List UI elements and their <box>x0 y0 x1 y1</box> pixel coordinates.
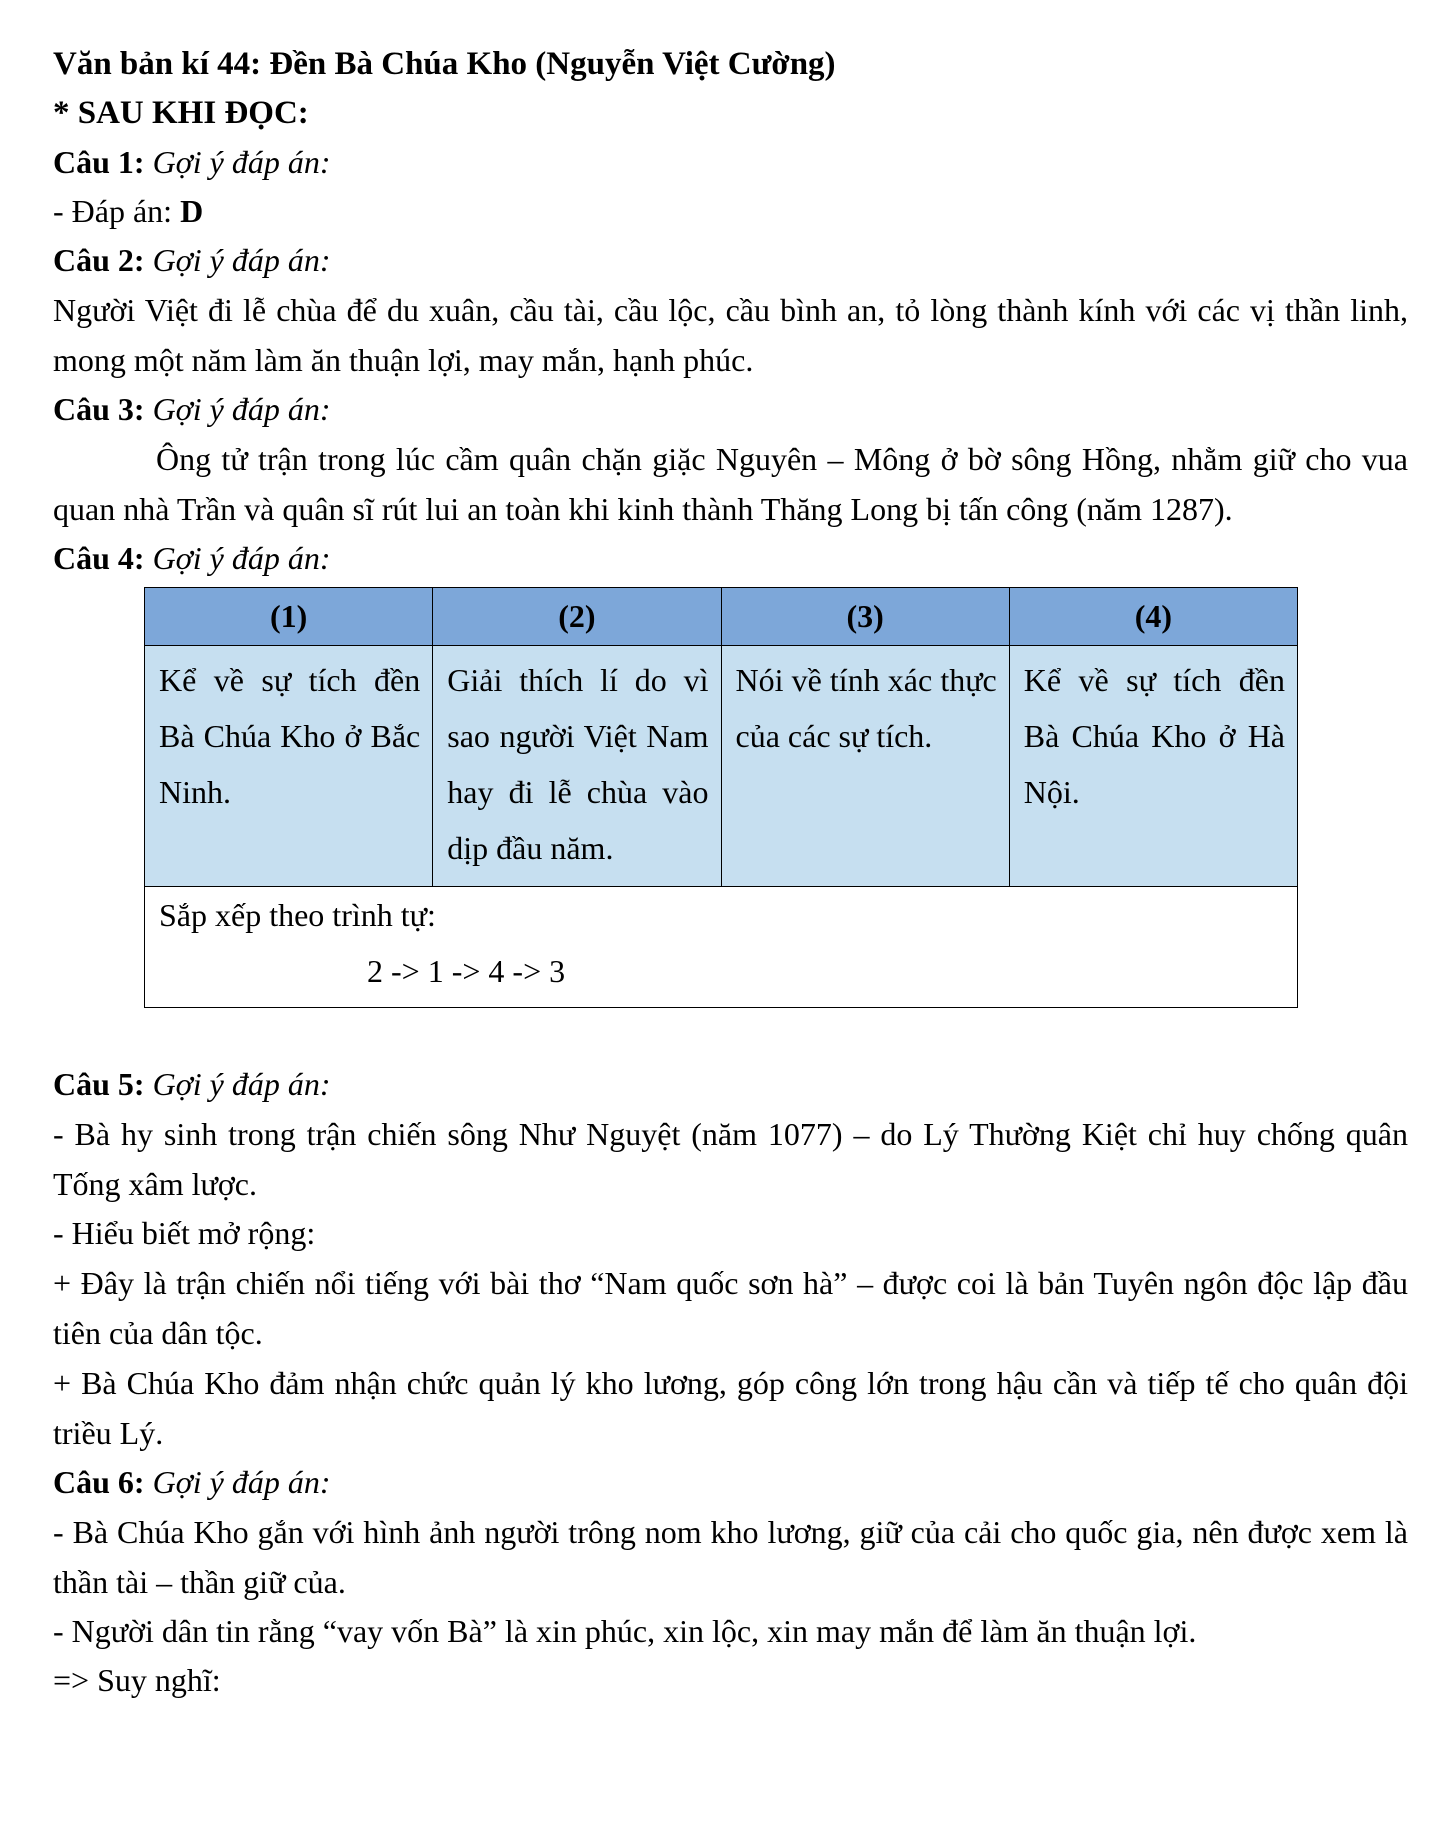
question-5-line-2: - Hiểu biết mở rộng: <box>53 1215 316 1251</box>
answer-prefix: - Đáp án: <box>53 193 181 229</box>
order-cell <box>145 887 1298 1008</box>
question-2-answer: Người Việt đi lễ chùa để du xuân, cầu tài, cầu lộc, cầu bình an, tỏ lòng thành kính với các vị thần linh, mong một năm làm ăn thuận lợi, may mắn, hạnh phúc. <box>53 292 1408 378</box>
question-5-line-1: - Bà hy sinh trong trận chiến sông Như Nguyệt (năm 1077) – do Lý Thường Kiệt chỉ huy chống quân Tống xâm lược. <box>53 1116 1408 1202</box>
question-label: Câu 3: <box>53 391 145 427</box>
question-6-heading <box>53 1458 1408 1507</box>
question-label: Câu 1: <box>53 144 145 180</box>
hint-label: Gợi ý đáp án: <box>152 1464 331 1500</box>
question-1-heading <box>53 138 1408 187</box>
question-label: Câu 5: <box>53 1066 145 1102</box>
question-5-line-4: + Bà Chúa Kho đảm nhận chức quản lý kho lương, góp công lớn trong hậu cần và tiếp tế cho quân đội triều Lý. <box>53 1365 1408 1451</box>
hint-label: Gợi ý đáp án: <box>152 540 331 576</box>
question-label: Câu 2: <box>53 242 145 278</box>
table-header-1: (1) <box>145 588 433 646</box>
question-label: Câu 6: <box>53 1464 145 1500</box>
document-page <box>53 40 1408 1705</box>
question-3-heading <box>53 385 1408 434</box>
answer-table <box>144 587 1298 1008</box>
question-1-answer <box>53 187 1408 236</box>
hint-label: Gợi ý đáp án: <box>152 1066 331 1102</box>
question-5-heading <box>53 1060 1408 1109</box>
question-6-line-2: - Người dân tin rằng “vay vốn Bà” là xin phúc, xin lộc, xin may mắn để làm ăn thuận lợi. <box>53 1613 1197 1649</box>
question-2-heading <box>53 236 1408 285</box>
table-header-3: (3) <box>721 588 1009 646</box>
order-sequence: 2 -> 1 -> 4 -> 3 <box>367 953 566 989</box>
table-row <box>145 646 1298 887</box>
order-label: Sắp xếp theo trình tự: <box>159 897 436 933</box>
table-header-2: (2) <box>433 588 721 646</box>
answer-value: D <box>180 193 204 229</box>
question-6-line-3: => Suy nghĩ: <box>53 1662 221 1698</box>
question-6-line-1: - Bà Chúa Kho gắn với hình ảnh người trông nom kho lương, giữ của cải cho quốc gia, nên được xem là thần tài – thần giữ của. <box>53 1514 1408 1600</box>
document-title: Văn bản kí 44: Đền Bà Chúa Kho (Nguyễn Việt Cường) <box>53 46 836 82</box>
table-cell-2: Giải thích lí do vì sao người Việt Nam hay đi lễ chùa vào dịp đầu năm. <box>433 646 721 887</box>
table-cell-4: Kể về sự tích đền Bà Chúa Kho ở Hà Nội. <box>1009 646 1297 887</box>
question-4-heading <box>53 534 1408 583</box>
table-order-row <box>145 887 1298 1008</box>
question-label: Câu 4: <box>53 540 145 576</box>
question-3-answer: Ông tử trận trong lúc cầm quân chặn giặc Nguyên – Mông ở bờ sông Hồng, nhằm giữ cho vua quan nhà Trần và quân sĩ rút lui an toàn khi kinh thành Thăng Long bị tấn công (năm 1287). <box>53 441 1408 527</box>
hint-label: Gợi ý đáp án: <box>152 391 331 427</box>
question-5-line-3: + Đây là trận chiến nổi tiếng với bài thơ “Nam quốc sơn hà” – được coi là bản Tuyên ngôn độc lập đầu tiên của dân tộc. <box>53 1265 1408 1351</box>
hint-label: Gợi ý đáp án: <box>152 242 331 278</box>
table-header-row <box>145 588 1298 646</box>
section-heading: * SAU KHI ĐỌC: <box>53 95 309 131</box>
hint-label: Gợi ý đáp án: <box>152 144 331 180</box>
table-cell-3: Nói về tính xác thực của các sự tích. <box>721 646 1009 887</box>
table-header-4: (4) <box>1009 588 1297 646</box>
table-cell-1: Kể về sự tích đền Bà Chúa Kho ở Bắc Ninh. <box>145 646 433 887</box>
